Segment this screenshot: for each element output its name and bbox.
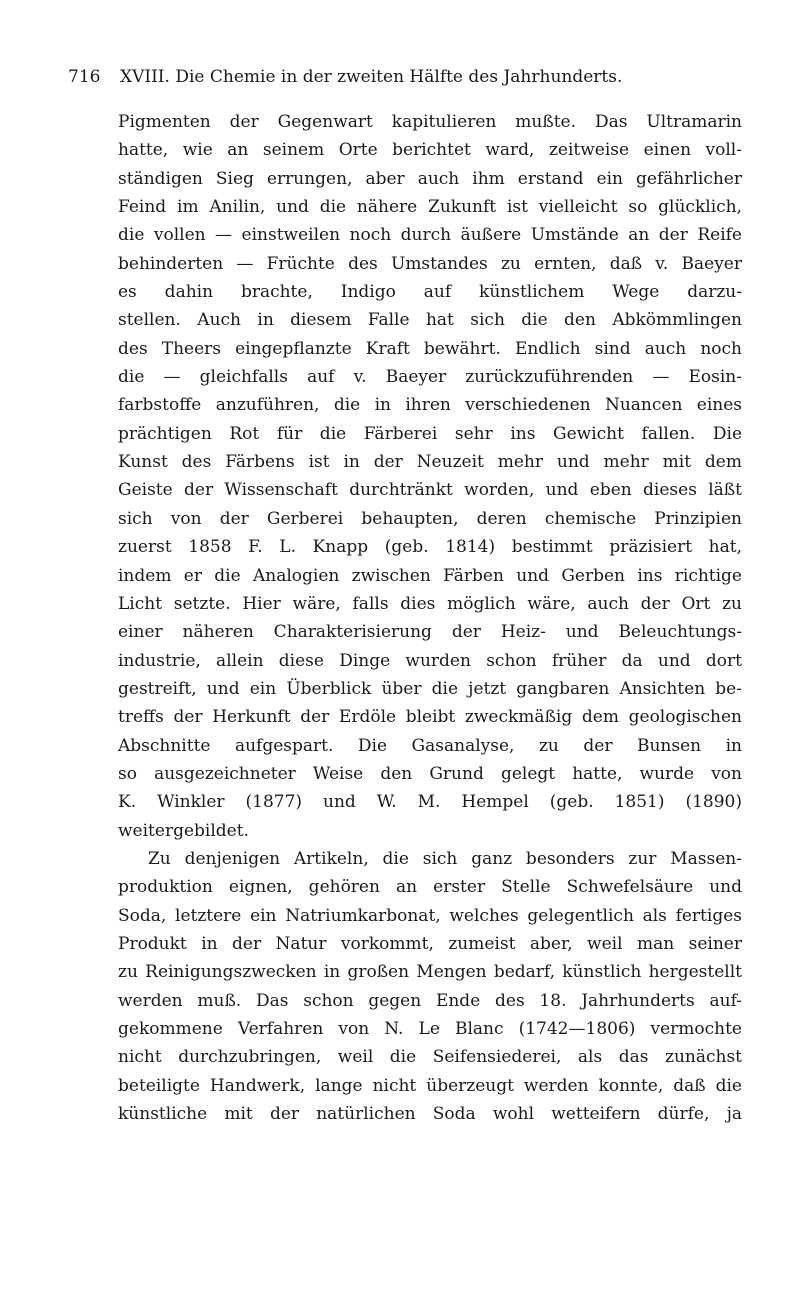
text-line: Licht setzte. Hier wäre, falls dies möglich wäre, auch der Ort zu xyxy=(118,593,742,614)
text-line: beteiligte Handwerk, lange nicht überzeugt werden konnte, daß die xyxy=(118,1075,742,1096)
text-line: des Theers eingepflanzte Kraft bewährt. Endlich sind auch noch xyxy=(118,338,742,359)
text-line: farbstoffe anzuführen, die in ihren verschiedenen Nuancen eines xyxy=(118,395,742,416)
paragraph-1 xyxy=(118,108,742,845)
text-line: behinderten — Früchte des Umstandes zu ernten, daß v. Baeyer xyxy=(118,253,742,274)
text-line: hatte, wie an seinem Orte berichtet ward, zeitweise einen voll- xyxy=(118,140,742,161)
running-head xyxy=(68,66,708,88)
text-line: sich von der Gerberei behaupten, deren chemische Prinzipien xyxy=(118,508,742,529)
body-text xyxy=(118,108,742,1128)
text-line: produktion eignen, gehören an erster Stelle Schwefelsäure und xyxy=(118,877,742,898)
paragraph-2 xyxy=(118,845,742,1128)
text-line: ständigen Sieg errungen, aber auch ihm erstand ein gefährlicher xyxy=(118,168,742,189)
text-line: prächtigen Rot für die Färberei sehr ins Gewicht fallen. Die xyxy=(118,423,742,444)
text-line: indem er die Analogien zwischen Färben und Gerben ins richtige xyxy=(118,565,742,586)
text-line: nicht durchzubringen, weil die Seifensiederei, als das zunächst xyxy=(118,1047,742,1068)
text-line: gestreift, und ein Überblick über die jetzt gangbaren Ansichten be- xyxy=(118,678,742,699)
text-line: weitergebildet. xyxy=(118,820,249,841)
text-line: die vollen — einstweilen noch durch äußere Umstände an der Reife xyxy=(118,225,742,246)
text-line: die — gleichfalls auf v. Baeyer zurückzuführenden — Eosin- xyxy=(118,367,742,388)
text-line: zuerst 1858 F. L. Knapp (geb. 1814) bestimmt präzisiert hat, xyxy=(118,537,742,558)
text-line: stellen. Auch in diesem Falle hat sich die den Abkömmlingen xyxy=(118,310,742,331)
text-line: Kunst des Färbens ist in der Neuzeit mehr und mehr mit dem xyxy=(118,452,742,473)
text-line: werden muß. Das schon gegen Ende des 18. Jahrhunderts auf- xyxy=(118,990,742,1011)
text-line: Abschnitte aufgespart. Die Gasanalyse, zu der Bunsen in xyxy=(118,735,742,756)
text-line: treffs der Herkunft der Erdöle bleibt zweckmäßig dem geologischen xyxy=(118,707,742,728)
text-line: Feind im Anilin, und die nähere Zukunft ist vielleicht so glücklich, xyxy=(118,197,742,218)
text-line: Zu denjenigen Artikeln, die sich ganz besonders zur Massen- xyxy=(148,848,742,869)
text-line: zu Reinigungszwecken in großen Mengen bedarf, künstlich hergestellt xyxy=(118,962,742,983)
text-line: gekommene Verfahren von N. Le Blanc (1742—1806) vermochte xyxy=(118,1019,742,1039)
text-line: künstliche mit der natürlichen Soda wohl wetteifern dürfe, ja xyxy=(118,1104,742,1125)
text-line: es dahin brachte, Indigo auf künstlichem Wege darzu- xyxy=(118,282,742,303)
text-line: Geiste der Wissenschaft durchtränkt worden, und eben dieses läßt xyxy=(118,480,742,501)
text-line: Produkt in der Natur vorkommt, zumeist aber, weil man seiner xyxy=(118,933,742,954)
text-line: so ausgezeichneter Weise den Grund gelegt hatte, wurde von xyxy=(118,763,742,784)
text-line: einer näheren Charakterisierung der Heiz- und Beleuchtungs- xyxy=(118,622,742,643)
text-line: Pigmenten der Gegenwart kapitulieren mußte. Das Ultramarin xyxy=(118,112,742,132)
chapter-title: XVIII. Die Chemie in der zweiten Hälfte des Jahrhunderts. xyxy=(120,67,623,87)
text-line: Soda, letztere ein Natriumkarbonat, welches gelegentlich als fertiges xyxy=(118,905,742,926)
page-number: 716 xyxy=(68,67,101,87)
text-line: industrie, allein diese Dinge wurden schon früher da und dort xyxy=(118,650,742,671)
text-line: K. Winkler (1877) und W. M. Hempel (geb. 1851) (1890) xyxy=(118,792,742,813)
